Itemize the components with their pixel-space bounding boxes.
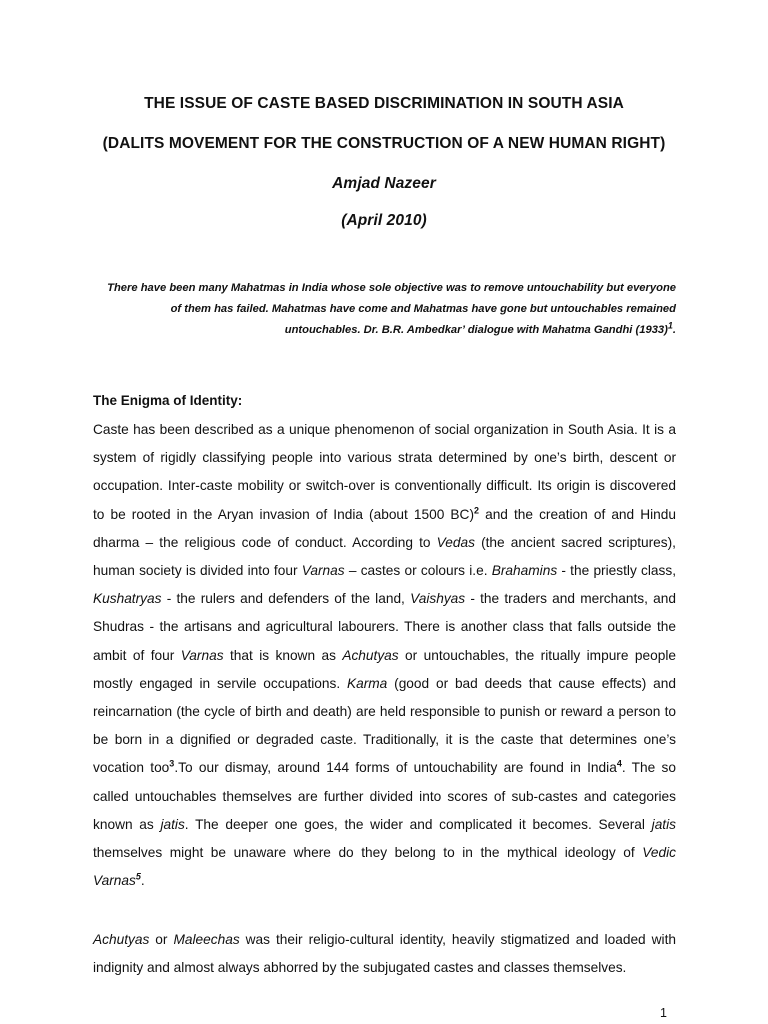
term-achutyas: Achutyas	[342, 647, 399, 663]
p1-text-15: .	[140, 873, 145, 889]
document-title: THE ISSUE OF CASTE BASED DISCRIMINATION IN SOUTH ASIA	[144, 95, 624, 112]
term-brahamins: Brahamins	[491, 563, 558, 579]
epigraph-line-3	[92, 320, 676, 341]
body-paragraph-1	[93, 416, 676, 895]
term-maleechas: Maleechas	[173, 932, 240, 947]
epigraph-line-2: of them has failed. Mahatmas have come and Mahatmas have gone but untouchables remained	[170, 303, 676, 315]
term-jatis-2: jatis	[651, 816, 676, 832]
epigraph-line-1: There have been many Mahatmas in India whose sole objective was to remove untouchability but everyone	[107, 282, 676, 294]
p1-text-13: . The deeper one goes, the wider and complicated it becomes. Several	[184, 816, 652, 832]
p1-text-12: . The so called untouchables themselves are further divided into scores of sub-castes and categories known as	[93, 760, 676, 832]
term-varnas-2: Varnas	[180, 647, 224, 663]
p2-text-2: was their religio-cultural identity, heavily stigmatized and loaded with indignity and almost always abhorred by the subjugated castes and classes themselves.	[93, 932, 676, 976]
term-achutyas-2: Achutyas	[93, 932, 150, 947]
p1-text-2: and the creation of and Hindu dharma – the religious code of conduct. According to	[93, 506, 676, 550]
epigraph-line-3-text: untouchables. Dr. B.R. Ambedkar’ dialogue with Mahatma Gandhi (1933)	[284, 324, 668, 336]
p1-text-11: .To our dismay, around 144 forms of untouchability are found in India	[174, 760, 617, 776]
epigraph-line-3-end: .	[672, 324, 676, 336]
p1-text-4: – castes or colours i.e.	[344, 563, 492, 579]
p1-text-7: - the traders and merchants, and Shudras - the artisans and agricultural labourers. There is another class that falls outside the ambit of four	[93, 591, 676, 663]
term-kushatryas: Kushatryas	[93, 591, 162, 607]
term-karma: Karma	[346, 675, 388, 691]
p1-text-1: Caste has been described as a unique phenomenon of social organization in South Asia. It is a system of rigidly classifying people into various strata determined by one’s birth, descent or occupation. Inter-caste mobility or switch-over is conventionally difficult. Its origin is discovered to be rooted in the Aryan invasion of India (about 1500 BC)	[93, 422, 676, 522]
body-paragraph-2	[93, 926, 676, 982]
term-vedas: Vedas	[436, 534, 475, 550]
document-date: (April 2010)	[341, 212, 427, 229]
document-subtitle: (DALITS MOVEMENT FOR THE CONSTRUCTION OF A NEW HUMAN RIGHT)	[102, 135, 666, 152]
epigraph-quote	[92, 278, 676, 341]
page-number: 1	[660, 1006, 667, 1020]
footnote-ref-5: 5	[135, 871, 141, 882]
p2-text-1: or	[149, 932, 174, 947]
term-vedic-varnas: Vedic Varnas	[93, 845, 676, 889]
p1-text-10: (good or bad deeds that cause effects) and reincarnation (the cycle of birth and death) are held responsible to punish or reward a person to be born in a dignified or degraded caste. Traditionally, it is the caste that determines one’s vocation too	[93, 675, 676, 776]
footnote-ref-3: 3	[169, 758, 175, 769]
p1-text-5: - the priestly class,	[557, 563, 677, 579]
p1-text-14: themselves might be unaware where do they belong to in the mythical ideology of	[93, 845, 643, 861]
footnote-ref-4: 4	[616, 758, 622, 769]
section-heading: The Enigma of Identity:	[93, 393, 243, 408]
term-vaishyas: Vaishyas	[410, 591, 466, 607]
p1-text-3: (the ancient sacred scriptures), human society is divided into four	[93, 534, 676, 579]
p1-text-9: or untouchables, the ritually impure people mostly engaged in servile occupations.	[93, 647, 676, 691]
term-varnas: Varnas	[301, 563, 345, 579]
author-name: Amjad Nazeer	[332, 175, 436, 192]
footnote-ref-2: 2	[474, 505, 480, 516]
p1-text-6: - the rulers and defenders of the land,	[161, 591, 411, 607]
footnote-ref-1: 1	[667, 320, 673, 331]
term-jatis: jatis	[160, 816, 185, 832]
p1-text-8: that is known as	[223, 647, 343, 663]
